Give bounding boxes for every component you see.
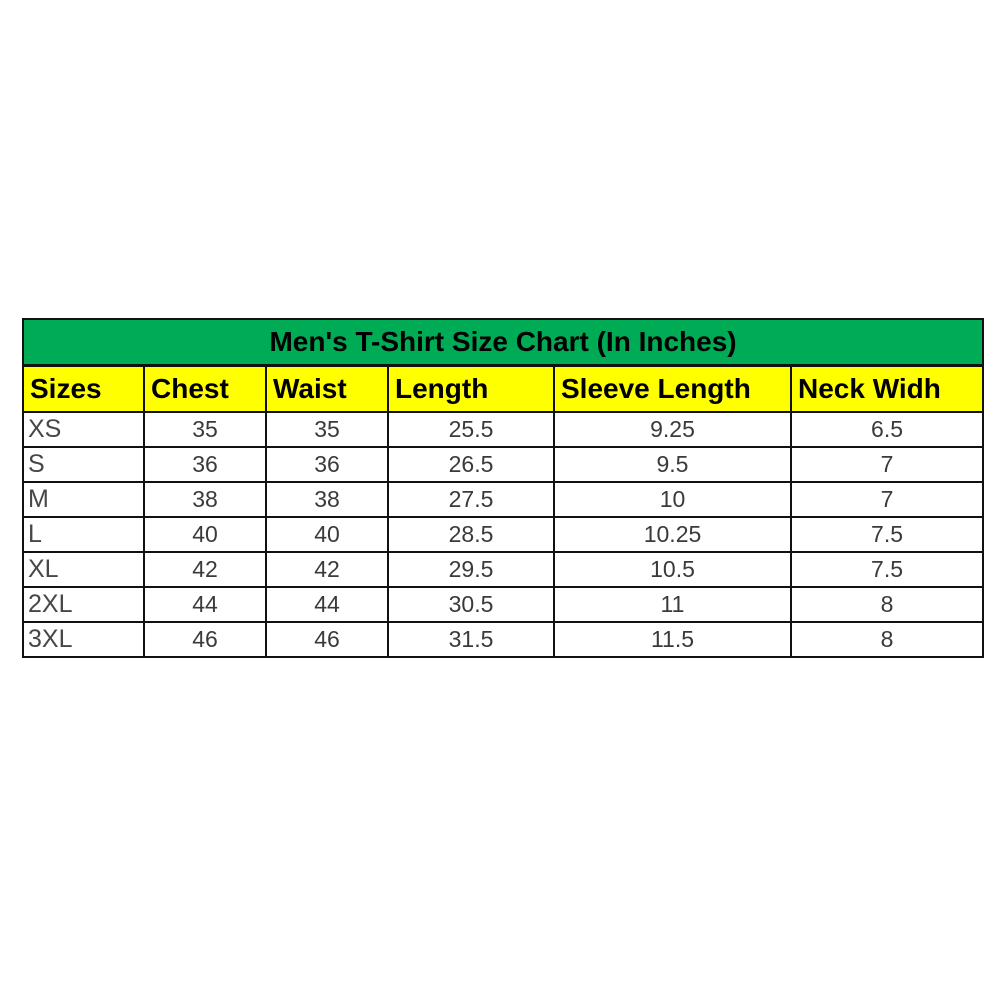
table-row-3xl xyxy=(23,622,983,657)
neck-width-cell: 7 xyxy=(791,482,983,517)
table-title: Men's T-Shirt Size Chart (In Inches) xyxy=(23,319,983,366)
column-header-neck-width: Neck Widh xyxy=(791,366,983,413)
table-row-m xyxy=(23,482,983,517)
table-row-2xl xyxy=(23,587,983,622)
table-row-xl xyxy=(23,552,983,587)
column-header-length: Length xyxy=(388,366,554,413)
chest-cell: 36 xyxy=(144,447,266,482)
neck-width-cell: 6.5 xyxy=(791,412,983,447)
table-header-row xyxy=(23,366,983,413)
sleeve-length-cell: 11.5 xyxy=(554,622,791,657)
size-label-cell: 2XL xyxy=(23,587,144,622)
size-label-cell: XS xyxy=(23,412,144,447)
sleeve-length-cell: 9.25 xyxy=(554,412,791,447)
waist-cell: 44 xyxy=(266,587,388,622)
length-cell: 25.5 xyxy=(388,412,554,447)
neck-width-cell: 7 xyxy=(791,447,983,482)
length-cell: 27.5 xyxy=(388,482,554,517)
sleeve-length-cell: 10.5 xyxy=(554,552,791,587)
sleeve-length-cell: 10.25 xyxy=(554,517,791,552)
sleeve-length-cell: 9.5 xyxy=(554,447,791,482)
neck-width-cell: 7.5 xyxy=(791,552,983,587)
waist-cell: 36 xyxy=(266,447,388,482)
column-header-sizes: Sizes xyxy=(23,366,144,413)
waist-cell: 46 xyxy=(266,622,388,657)
length-cell: 31.5 xyxy=(388,622,554,657)
chest-cell: 35 xyxy=(144,412,266,447)
column-header-chest: Chest xyxy=(144,366,266,413)
table-row-xs xyxy=(23,412,983,447)
sleeve-length-cell: 10 xyxy=(554,482,791,517)
sleeve-length-cell: 11 xyxy=(554,587,791,622)
neck-width-cell: 7.5 xyxy=(791,517,983,552)
neck-width-cell: 8 xyxy=(791,587,983,622)
size-label-cell: XL xyxy=(23,552,144,587)
table-row-s xyxy=(23,447,983,482)
waist-cell: 38 xyxy=(266,482,388,517)
table-title-row xyxy=(23,319,983,366)
length-cell: 28.5 xyxy=(388,517,554,552)
chest-cell: 46 xyxy=(144,622,266,657)
chest-cell: 42 xyxy=(144,552,266,587)
neck-width-cell: 8 xyxy=(791,622,983,657)
length-cell: 29.5 xyxy=(388,552,554,587)
chest-cell: 40 xyxy=(144,517,266,552)
waist-cell: 40 xyxy=(266,517,388,552)
column-header-sleeve-length: Sleeve Length xyxy=(554,366,791,413)
column-header-waist: Waist xyxy=(266,366,388,413)
length-cell: 26.5 xyxy=(388,447,554,482)
chest-cell: 38 xyxy=(144,482,266,517)
length-cell: 30.5 xyxy=(388,587,554,622)
size-label-cell: L xyxy=(23,517,144,552)
waist-cell: 35 xyxy=(266,412,388,447)
size-label-cell: S xyxy=(23,447,144,482)
size-label-cell: M xyxy=(23,482,144,517)
table-row-l xyxy=(23,517,983,552)
waist-cell: 42 xyxy=(266,552,388,587)
size-label-cell: 3XL xyxy=(23,622,144,657)
size-chart-table xyxy=(22,318,984,658)
chest-cell: 44 xyxy=(144,587,266,622)
